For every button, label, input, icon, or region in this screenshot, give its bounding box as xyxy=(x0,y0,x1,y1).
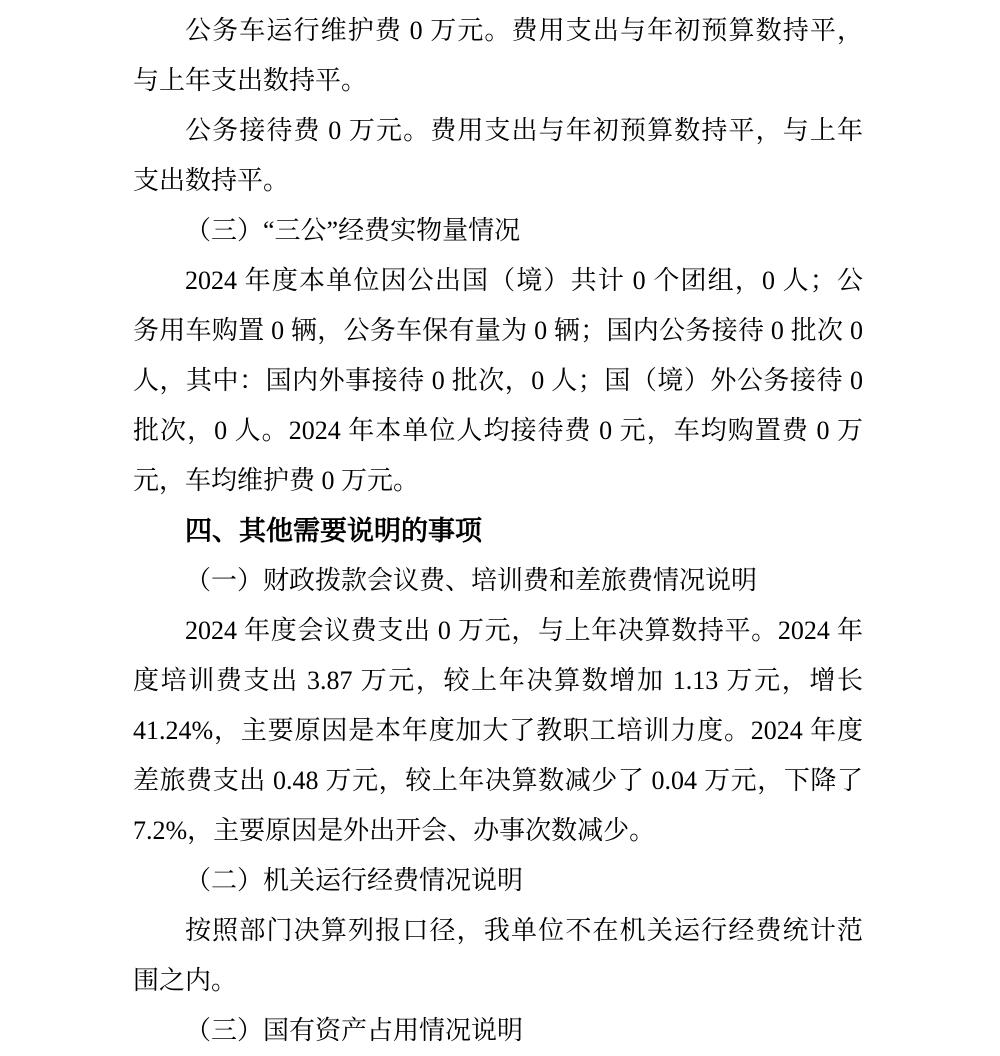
para-meeting-training-travel-details-line-5: 7.2%，主要原因是外出开会、办事次数减少。 xyxy=(133,816,656,845)
para-physical-quantity-details-line-1: 2024 年度本单位因公出国（境）共计 0 个团组，0 人；公 xyxy=(185,266,863,295)
para-official-reception-fee-line-1: 公务接待费 0 万元。费用支出与年初预算数持平，与上年 xyxy=(185,116,863,145)
para-meeting-training-travel-details-line-3: 41.24%，主要原因是本年度加大了教职工培训力度。2024 年度 xyxy=(133,716,863,745)
subheading-one-meeting-training-travel-fees-line-1: （一）财政拨款会议费、培训费和差旅费情况说明 xyxy=(185,566,758,595)
para-physical-quantity-details-line-5: 元，车均维护费 0 万元。 xyxy=(133,466,420,495)
para-official-vehicle-operation-maintenance-line-1: 公务车运行维护费 0 万元。费用支出与年初预算数持平， xyxy=(185,16,863,45)
subheading-three-public-expenses-physical-quantity-line-1: （三）“三公”经费实物量情况 xyxy=(185,216,521,245)
para-physical-quantity-details-line-4: 批次，0 人。2024 年本单位人均接待费 0 元，车均购置费 0 万 xyxy=(133,416,863,445)
heading-section-four-other-matters-line-1: 四、其他需要说明的事项 xyxy=(185,516,482,546)
para-agency-operating-funds-details-line-2: 围之内。 xyxy=(133,966,238,995)
para-meeting-training-travel-details-line-4: 差旅费支出 0.48 万元，较上年决算数减少了 0.04 万元，下降了 xyxy=(133,766,863,795)
para-official-reception-fee-line-2: 支出数持平。 xyxy=(133,166,290,195)
para-official-vehicle-operation-maintenance-line-2: 与上年支出数持平。 xyxy=(133,66,368,95)
para-meeting-training-travel-details-line-1: 2024 年度会议费支出 0 万元，与上年决算数持平。2024 年 xyxy=(185,616,863,645)
document-content xyxy=(133,6,1000,1056)
subheading-three-state-owned-assets-usage-line-1: （三）国有资产占用情况说明 xyxy=(185,1016,524,1045)
para-physical-quantity-details-line-2: 务用车购置 0 辆，公务车保有量为 0 辆；国内公务接待 0 批次 0 xyxy=(133,316,863,345)
para-meeting-training-travel-details-line-2: 度培训费支出 3.87 万元，较上年决算数增加 1.13 万元，增长 xyxy=(133,666,863,695)
subheading-two-agency-operating-funds-line-1: （二）机关运行经费情况说明 xyxy=(185,866,524,895)
para-physical-quantity-details-line-3: 人，其中：国内外事接待 0 批次，0 人；国（境）外公务接待 0 xyxy=(133,366,863,395)
para-agency-operating-funds-details-line-1: 按照部门决算列报口径，我单位不在机关运行经费统计范 xyxy=(185,916,863,945)
